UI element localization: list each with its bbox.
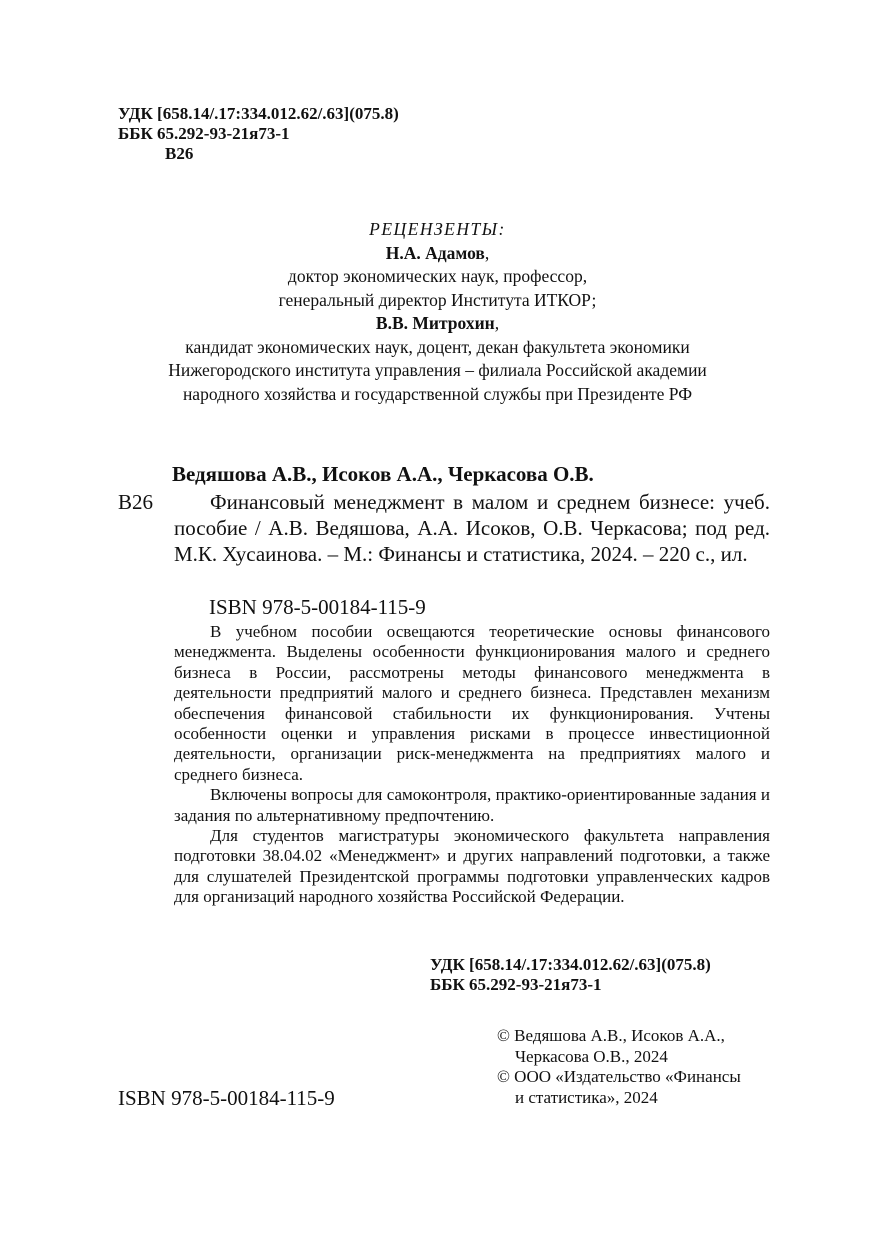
reviewer-1-degree: доктор экономических наук, профессор, [287, 266, 588, 286]
copyright-block [497, 1026, 777, 1108]
copyright-publisher: © ООО «Издательство «Финансы [497, 1067, 741, 1086]
reviewer-2-name: В.В. Митрохин [375, 313, 495, 333]
entry-description: Финансовый менеджмент в малом и среднем бизнесе: учеб. пособие / А.В. Ведяшова, А.А. Исоков, О.В. Черкасова; под ред. М.К. Хусаинова. – М.: Финансы и статистика, 2024. – 220 с., ил. [174, 490, 770, 566]
reviewer-2-academy: народного хозяйства и государственной службы при Президенте РФ [182, 383, 693, 404]
reviewer-2-degree: кандидат экономических наук, доцент, декан факультета экономики [185, 336, 690, 357]
copyright-publisher-cont: и статистика», 2024 [515, 1087, 658, 1107]
udk-code: УДК [658.14/.17:334.012.62/.63](075.8) [118, 104, 399, 123]
reviewers-block [0, 218, 875, 406]
annotation-paragraph: Для студентов магистратуры экономического факультета направления подготовки 38.04.02 «Менеджмент» и других направлений подготовки, а также для слушателей Президентской программы подготовки управленческих кадров для организаций народного хозяйства Российской Федерации. [174, 826, 770, 907]
copyright-authors-cont: Черкасова О.В., 2024 [515, 1046, 668, 1066]
udk-code-bottom: УДК [658.14/.17:334.012.62/.63](075.8) [430, 955, 711, 974]
reviewer-1-name-line: Н.А. Адамов, [385, 242, 490, 263]
bbk-code-bottom: ББК 65.292-93-21я73-1 [430, 975, 602, 994]
author-mark: В26 [165, 144, 194, 163]
entry-author-mark: В26 [118, 490, 154, 514]
reviewer-2-name-line: В.В. Митрохин, [375, 313, 500, 333]
copyright-authors: © Ведяшова А.В., Исоков А.А., [497, 1026, 725, 1045]
entry-authors: Ведяшова А.В., Исоков А.А., Черкасова О.В. [172, 462, 594, 486]
reviewers-heading: РЕЦЕНЗЕНТЫ: [369, 219, 506, 239]
entry-isbn: ISBN 978-5-00184-115-9 [209, 595, 426, 619]
annotation-paragraph: Включены вопросы для самоконтроля, практико-ориентированные задания и задания по альтернативному предпочтению. [174, 785, 770, 825]
reviewer-1-position: генеральный директор Института ИТКОР; [278, 289, 597, 310]
catalog-block-bottom [430, 955, 711, 995]
bbk-code: ББК 65.292-93-21я73-1 [118, 124, 290, 143]
annotation [174, 622, 770, 908]
isbn-bottom: ISBN 978-5-00184-115-9 [118, 1086, 335, 1110]
reviewer-2-institute: Нижегородского института управления – филиала Российской академии [168, 360, 707, 380]
catalog-block-top [118, 104, 399, 164]
annotation-paragraph: В учебном пособии освещаются теоретические основы финансового менеджмента. Выделены особенности функционирования малого и среднего бизнеса в России, рассмотрены методы финансового менеджмента в деятельности предприятий малого и среднего бизнеса. Представлен механизм обеспечения финансовой стабильности их функционирования. Учтены особенности оценки и управления рисками в процессе инвестиционной деятельности, организации риск-менеджмента на предприятиях малого и среднего бизнеса. [174, 622, 770, 784]
reviewer-1-name: Н.А. Адамов [385, 242, 485, 263]
